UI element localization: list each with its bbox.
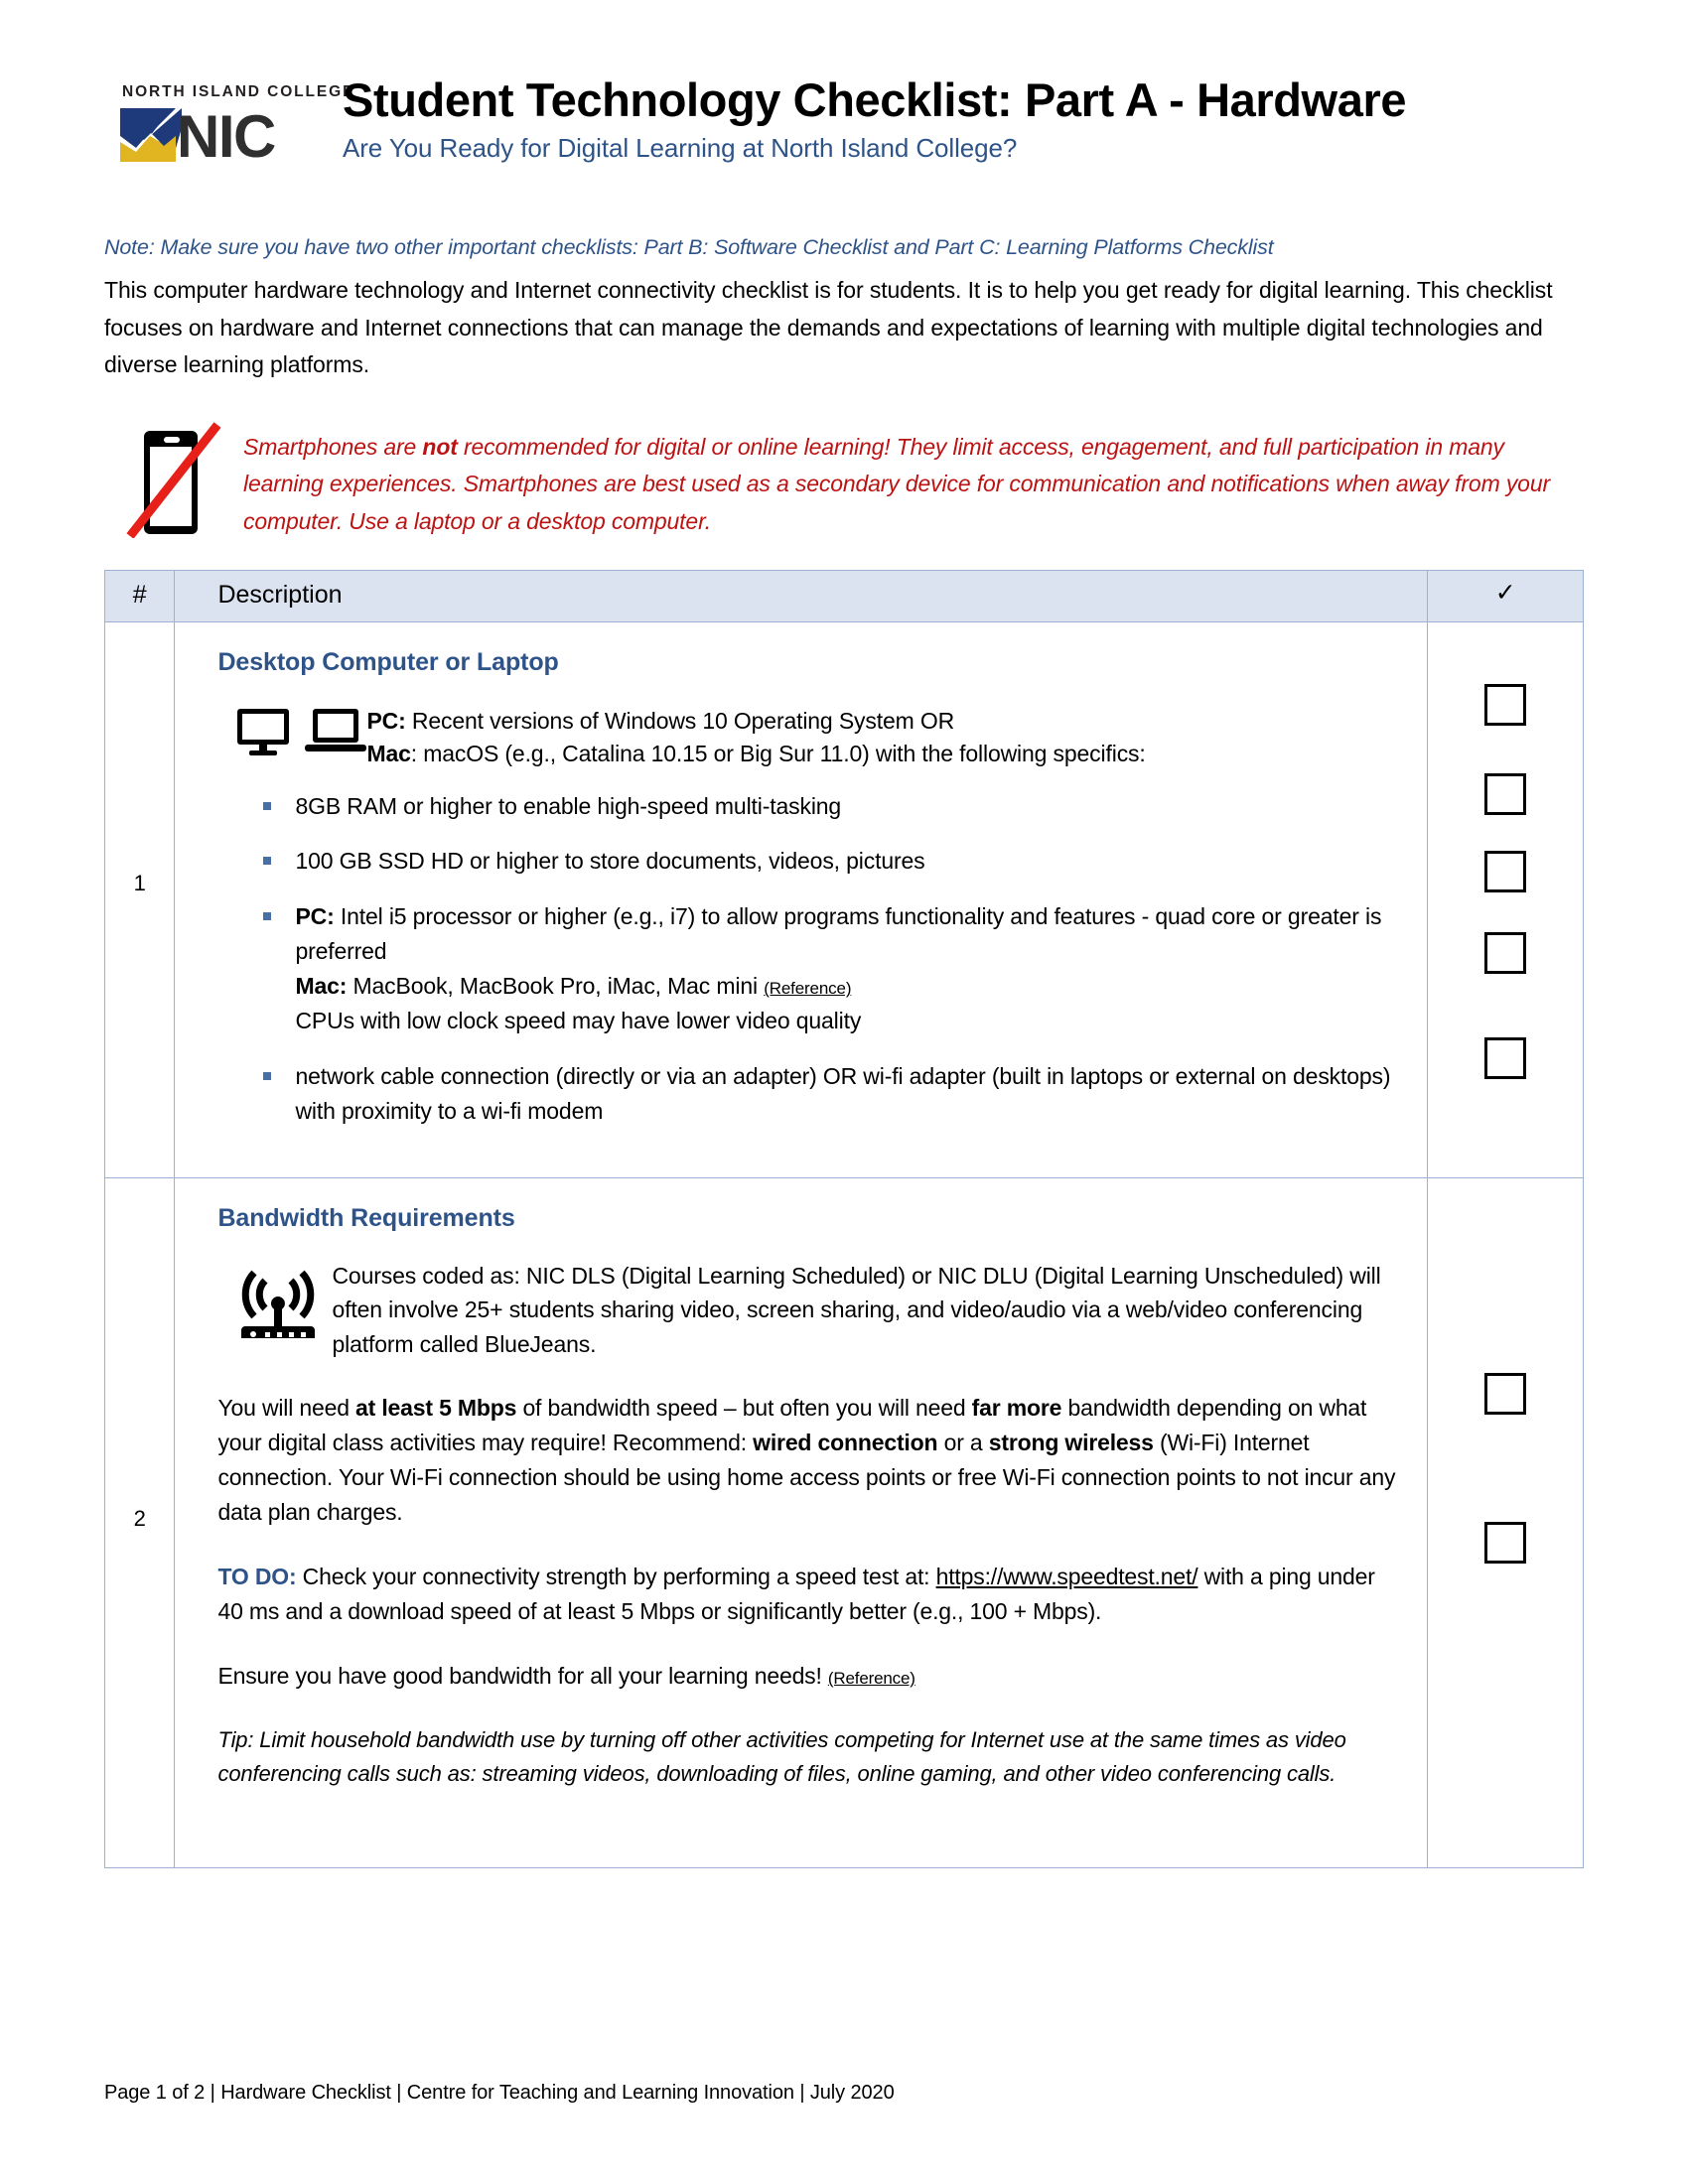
checklist-table [104, 570, 1584, 1868]
nic-logo [104, 71, 355, 170]
row-number-1 [105, 621, 175, 1177]
pc-label: PC: [366, 707, 406, 734]
requirement-pc-label: PC: [295, 903, 335, 930]
intro-paragraph: This computer hardware technology and Internet connectivity checklist is for students. It is to help you get ready for digital learning. This checklist focuses on hardware and Internet connections that can manage the demands and expectations of learning with multiple digital technologies and diverse learning platforms. [104, 277, 1553, 377]
section-title-bandwidth: Bandwidth Requirements [217, 1203, 515, 1232]
header-description: Description [175, 570, 1428, 621]
header-checkmark-icon: ✓ [1428, 570, 1584, 621]
bandwidth-text-e: or a [937, 1430, 989, 1456]
warning-part2: recommended for digital or online learning! They limit access, engagement, and full participation in many learning experiences. Smartphones are best used as a secondary device for communication and notifications when away from your computer. Use a laptop or a desktop computer. [243, 434, 1550, 534]
course-codes-text: Courses coded as: NIC DLS (Digital Learning Scheduled) or NIC DLU (Digital Learning Unscheduled) will often involve 25+ students sharing video, screen sharing, and video/audio via a web/video conferencing platform called BlueJeans. [332, 1262, 1381, 1357]
table-row [105, 1177, 1584, 1867]
bandwidth-wired: wired connection [753, 1430, 938, 1456]
logo-tagline: NORTH ISLAND COLLEGE [122, 83, 355, 100]
checkbox-bandwidth[interactable] [1484, 1373, 1526, 1415]
mac-label: Mac [366, 741, 411, 767]
row-number-2 [105, 1177, 175, 1867]
checkbox-cpu[interactable] [1484, 932, 1526, 974]
hardware-requirements-list [217, 789, 1401, 1130]
requirement-clock-speed: CPUs with low clock speed may have lower video quality [295, 1008, 862, 1034]
requirement-mac-label: Mac: [295, 973, 348, 1000]
list-item [259, 899, 1401, 1038]
requirement-mac-models: MacBook, MacBook Pro, iMac, Mac mini [347, 973, 765, 1000]
list-item [259, 789, 1401, 824]
row-description-1 [175, 621, 1428, 1177]
smartphone-warning [104, 421, 1584, 540]
page-footer: Page 1 of 2 | Hardware Checklist | Centre for Teaching and Learning Innovation | July 2020 [104, 2082, 895, 2104]
bandwidth-min-speed: at least 5 Mbps [355, 1395, 517, 1422]
no-smartphone-icon [122, 421, 225, 538]
speedtest-link[interactable]: https://www.speedtest.net/ [935, 1564, 1198, 1590]
page-title: Student Technology Checklist: Part A - Hardware [343, 73, 1407, 126]
checkbox-network[interactable] [1484, 1037, 1526, 1079]
logo-mark [104, 102, 321, 170]
device-icons [217, 703, 366, 756]
bandwidth-text-d: bandwidth depending on what your digital class activities may require! Recommend: [217, 1395, 1367, 1456]
logo-nic-text: NIC [177, 102, 275, 170]
todo-paragraph [217, 1560, 1401, 1629]
title-block [321, 71, 1406, 164]
smartphone-warning-text [225, 421, 1584, 540]
warning-bold: not [422, 434, 458, 461]
todo-label: TO DO: [217, 1564, 297, 1590]
row-number-value: 2 [133, 1505, 146, 1531]
bandwidth-far-more: far more [971, 1395, 1062, 1422]
ensure-bandwidth-text: Ensure you have good bandwidth for all your learning needs! [217, 1663, 828, 1690]
pc-requirement: Recent versions of Windows 10 Operating System OR [405, 707, 955, 734]
warning-part1: Smartphones are [243, 434, 423, 461]
mac-requirement: : macOS (e.g., Catalina 10.15 or Big Sur 11.0) with the following specifics: [410, 741, 1146, 767]
todo-text-a: Check your connectivity strength by performing a speed test at: [296, 1564, 936, 1590]
row-number-value: 1 [133, 870, 146, 895]
checkbox-storage[interactable] [1484, 851, 1526, 892]
todo-text-b: with a ping under 40 ms and a download speed of at least 5 Mbps or significantly better (e.g., 100 + Mbps). [217, 1564, 1375, 1625]
bandwidth-tip: Tip: Limit household bandwidth use by turning off other activities competing for Internet use at the same times as video conferencing calls such as: streaming videos, downloading of files, online gaming, and other video conferencing calls. [217, 1727, 1346, 1787]
bandwidth-paragraph [217, 1391, 1401, 1530]
os-requirements [217, 703, 1401, 771]
desktop-computer-icon [235, 707, 291, 756]
list-item [259, 1059, 1401, 1129]
checkbox-ram[interactable] [1484, 773, 1526, 815]
requirement-cpu: Intel i5 processor or higher (e.g., i7) to allow programs functionality and features - quad core or greater is preferred [295, 903, 1382, 965]
wifi-router-icon [217, 1259, 332, 1345]
section-title-hardware: Desktop Computer or Laptop [217, 647, 559, 676]
bandwidth-strong-wireless: strong wireless [988, 1430, 1154, 1456]
header-number: # [105, 570, 175, 621]
os-requirement-text [366, 703, 1145, 771]
requirement-storage: 100 GB SSD HD or higher to store documents, videos, pictures [295, 848, 925, 875]
requirement-ram: 8GB RAM or higher to enable high-speed multi-tasking [295, 792, 842, 819]
laptop-icon [305, 707, 366, 756]
page-subtitle: Are You Ready for Digital Learning at North Island College? [343, 133, 1018, 164]
row-description-2 [175, 1177, 1428, 1867]
row-checkboxes-2 [1428, 1177, 1584, 1867]
list-item [259, 844, 1401, 879]
checklist-note: Note: Make sure you have two other important checklists: Part B: Software Checklist and Part C: Learning Platforms Checklist [104, 235, 1274, 260]
table-header-row [105, 570, 1584, 621]
requirement-network: network cable connection (directly or via an adapter) OR wi-fi adapter (built in laptops or external on desktops) with proximity to a wi-fi modem [295, 1063, 1391, 1125]
ensure-bandwidth-paragraph [217, 1659, 1401, 1694]
course-codes-info [217, 1259, 1401, 1362]
reference-link-bandwidth[interactable]: (Reference) [827, 1669, 915, 1689]
checkbox-os[interactable] [1484, 684, 1526, 726]
checkbox-speedtest[interactable] [1484, 1522, 1526, 1564]
document-header [104, 0, 1584, 170]
table-row [105, 621, 1584, 1177]
mountain-logo-icon [120, 106, 182, 164]
bandwidth-text-f: (Wi-Fi) Internet connection. Your Wi-Fi connection should be using home access points or free Wi-Fi connection points to not incur any data plan charges. [217, 1430, 1396, 1526]
bandwidth-text-c: of bandwidth speed – but often you will need [516, 1395, 972, 1422]
row-checkboxes-1 [1428, 621, 1584, 1177]
reference-link-mac[interactable]: (Reference) [764, 979, 852, 999]
bandwidth-text-a: You will need [217, 1395, 356, 1422]
